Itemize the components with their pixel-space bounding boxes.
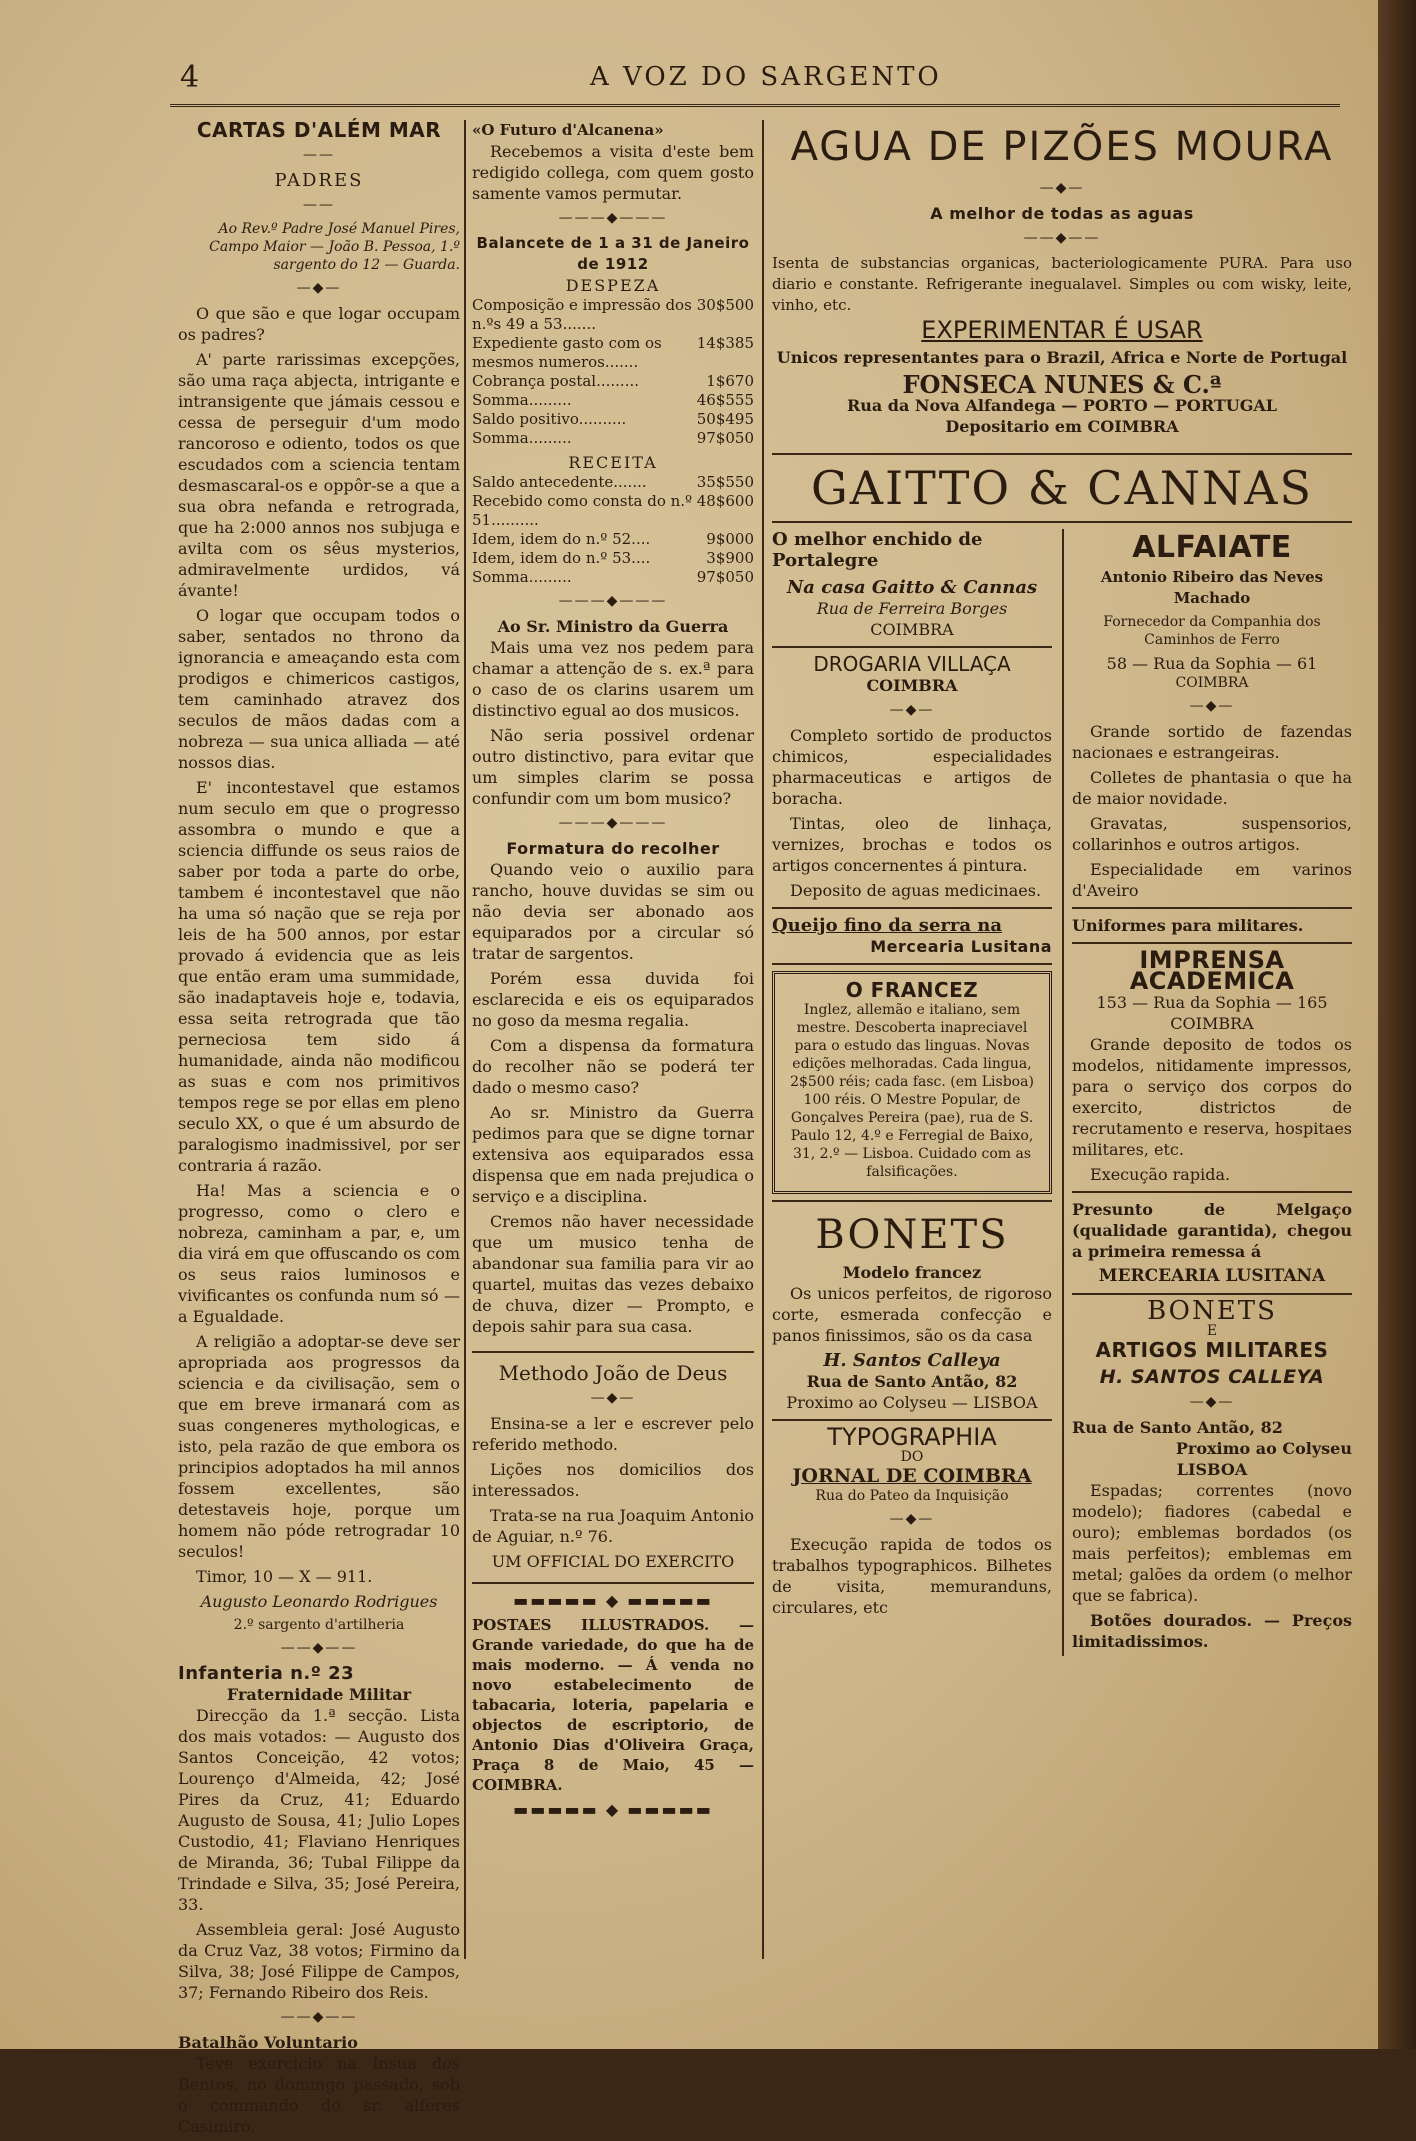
ledger-label: Somma......... bbox=[472, 429, 572, 447]
antao2: Rua de Santo Antão, 82 bbox=[1072, 1418, 1283, 1437]
ledger-value: 50$495 bbox=[696, 410, 754, 428]
ledger-row bbox=[472, 372, 754, 391]
ledger-value: 35$550 bbox=[696, 473, 754, 491]
ledger-label: Cobrança postal......... bbox=[472, 372, 640, 390]
sophia-addr: 58 — Rua da Sophia — 61 bbox=[1106, 654, 1318, 673]
francez-title: O FRANCEZ bbox=[845, 978, 979, 1002]
paragraph: Mais uma vez nos pedem para chamar a attenção de s. ex.ª para o caso de os clarins usarem um distinctivo egual ao dos musicos. bbox=[472, 638, 754, 720]
mercearia-lusitana: MERCEARIA LUSITANA bbox=[1098, 1266, 1326, 1286]
francez-box bbox=[772, 971, 1052, 1194]
ledger-row bbox=[472, 473, 754, 492]
metodo-title: Methodo João de Deus bbox=[498, 1361, 728, 1385]
ledger-label: Somma......... bbox=[472, 391, 572, 409]
paragraph: Porém essa duvida foi esclarecida e eis os equiparados no goso da mesma regalia. bbox=[472, 969, 754, 1030]
ministro-title: Ao Sr. Ministro da Guerra bbox=[497, 617, 729, 636]
paragraph: Não seria possivel ordenar outro distinctivo, para evitar que um simples clarim se possa confundir com um bom musico? bbox=[472, 726, 754, 808]
paragraph: Tintas, oleo de linhaça, vernizes, brochas e todos os artigos concernentes á pintura. bbox=[772, 814, 1052, 875]
paragraph: Deposito de aguas medicinaes. bbox=[790, 881, 1042, 900]
fornecedor: Fornecedor da Companhia dos Caminhos de Ferro bbox=[1103, 614, 1321, 648]
modelo-francez: Modelo francez bbox=[842, 1263, 982, 1282]
imprensa-addr: 153 — Rua da Sophia — 165 bbox=[1096, 993, 1328, 1012]
uniformes: Uniformes para militares. bbox=[1072, 916, 1304, 935]
botoes: Botões dourados. — Preços limitadissimos. bbox=[1072, 1611, 1352, 1651]
presunto: Presunto de Melgaço (qualidade garantida), chegou a primeira remessa á bbox=[1072, 1200, 1352, 1261]
francez-text: Inglez, allemão e italiano, sem mestre. Descoberta inapreciavel para o estudo das linguas. Novas edições melhoradas. Cada lingua, 2$500 réis; cada fasc. (em Lisboa) 100 réis. O Mestre Popular, de Gonçalves Pereira (pae), rua de S. Paulo 12, 4.º e Ferregial de Baixo, 31, 2.º — Lisboa. Cuidado com as falsificações. bbox=[790, 1002, 1034, 1180]
bonets-title: BONETS bbox=[815, 1212, 1009, 1258]
fonseca-name: FONSECA NUNES & C.ª bbox=[902, 370, 1222, 399]
artigos-militares: ARTIGOS MILITARES bbox=[1095, 1338, 1329, 1362]
futuro-title: «O Futuro d'Alcanena» bbox=[472, 121, 664, 139]
paragraph: Ensina-se a ler e escrever pelo referido methodo. bbox=[472, 1414, 754, 1454]
paragraph: Grande deposito de todos os modelos, nitidamente impressos, para o serviço dos corpos do exercito, districtos de recrutamento e reserva, hospitaes militares, etc. bbox=[1072, 1035, 1352, 1159]
postais-advert: POSTAES ILLUSTRADOS. — Grande variedade, do que ha de mais moderno. — Á venda no novo estabelecimento de tabacaria, loteria, papelaria e objectos de escriptorio, de Antonio Dias d'Oliveira Graça, Praça 8 de Maio, 45 — COIMBRA. bbox=[472, 1616, 754, 1794]
ledger-value: 30$500 bbox=[696, 296, 754, 314]
enchido-heading: O melhor enchido de Portalegre bbox=[772, 529, 983, 571]
ledger-value: 3$900 bbox=[706, 549, 754, 567]
ledger-label: Idem, idem do n.º 52.... bbox=[472, 530, 651, 548]
ledger-value: 46$555 bbox=[696, 391, 754, 409]
signature-rank: 2.º sargento d'artilheria bbox=[233, 1617, 405, 1633]
ledger-row bbox=[472, 549, 754, 568]
paragraph: Ha! Mas a sciencia e o progresso, como o clero e nobreza, caminham a par, e, um dia virá em que offuscando os com os seus raios luminosos e vivificantes os confunda num só — a Egualdade. bbox=[178, 1181, 460, 1326]
alfaiate-city: COIMBRA bbox=[1175, 675, 1249, 691]
ledger-value: 48$600 bbox=[696, 492, 754, 510]
ledger-row bbox=[472, 410, 754, 429]
experimentar-heading: EXPERIMENTAR É USAR bbox=[921, 316, 1203, 344]
paragraph: O que são e que logar occupam os padres? bbox=[178, 304, 460, 344]
paragraph: A religião a adoptar-se deve ser apropriada aos progressos da sciencia e da civilisação, sem o que em breve irmanará com as suas congeneres mythologicas, e isto, pela razão de que embora os principios adoptados ha mil annos fossem excellentes, são detestaveis hoje, porque um homem não póde retrogradar 10 seculos! bbox=[178, 1332, 460, 1561]
ledger-label: Composição e impressão dos n.ºs 49 a 53....... bbox=[472, 296, 692, 333]
paragraph: Grande sortido de fazendas nacionaes e estrangeiras. bbox=[1072, 722, 1352, 762]
ledger-label: Saldo positivo.......... bbox=[472, 410, 627, 428]
paragraph: Completo sortido de productos chimicos, especialidades pharmaceuticas e artigos de boracha. bbox=[772, 726, 1052, 808]
ledger-value: 1$670 bbox=[706, 372, 754, 390]
paragraph: A' parte rarissimas excepções, são uma raça abjecta, intrigante e intransigente que jámais cessou e cessa de perseguir d'um modo rancoroso e odiento, todos os que escudados com a sciencia tentam desmascaral-os e oppôr-se a que a sua obra nefanda e retrograda, que ha 2:000 annos nos subjuga e avilta com os sêus mysterios, admiravelmente urdidos, vá ávante! bbox=[178, 350, 460, 600]
receita-heading: RECEITA bbox=[568, 453, 658, 472]
santo-antao: Rua de Santo Antão, 82 bbox=[806, 1372, 1018, 1391]
page-number: 4 bbox=[180, 60, 200, 95]
dateline: Timor, 10 — X — 911. bbox=[196, 1567, 373, 1586]
proximo2: Proximo ao Colyseu bbox=[1175, 1439, 1352, 1458]
column-1: CARTAS D'ALÉM MAR —— PADRES —— Ao Rev.º Padre José Manuel Pires, Campo Maior — João B. Pessoa, 1.º sargento do 12 — Guarda. —◆— O que são e que logar occupam os padres? A' parte rarissimas excepções, são uma raça abjecta, intrigante e intransigente que jámais cessou e cessa de perseguir d'um modo rancoroso e odiento, todos os que escudados com a sciencia tentam desmascaral-os e oppôr-se a que a sua obra nefanda e retrograda, que ha 2:000 annos nos subjuga e avilta com os sêus mysterios, admiravelmente urdidos, vá ávante! O logar que occupam todos o saber, sentados no throno da ignorancia e ameaçando esta com prodigos e chimericos castigos, tem caminhado atravez dos seculos de mãos dadas com a nobreza — sua unica alliada — até nossos dias. E' incontestavel que estamos num seculo em que o progresso assombra o mundo e que a sciencia diffunde os seus raios de saber por toda a parte do orbe, tambem é incontestavel que não ha uma só nação que se reja por leis de ha 500 annos, por estar provado á evidencia que as leis que então eram uma summidade, são inadaptaveis hoje e, todavia, essa seita retrograda que tão perneciosa tem sido á humanidade, ainda não modificou as suas e com nos primitivos tempos rege se por ellas em pleno seculo XX, o que é um absurdo de paralogismo inadmissivel, por ser contraria á razão. Ha! Mas a sciencia e o progresso, como o clero e nobreza, caminham a par, e, um dia virá em que offuscando os com os seus raios luminosos e vivificantes os confunda num só — a Egualdade. A religião a adoptar-se deve ser apropriada aos progressos da sciencia e da civilisação, sem o que em breve irmanará com as suas congeneres mythologicas, e isto, pela razão de que embora os principios adoptados ha mil annos fossem excellentes, são detestaveis hoje, porque um homem não póde retrogradar 10 seculos! Timor, 10 — X — 911. Augusto Leonardo Rodrigues 2.º sargento d'artilheria ——◆—— Infanteria n.º 23 Fraternidade Militar Direcção da 1.ª secção. Lista dos mais votados: — Augusto dos Santos Conceição, 42 votos; Lourenço d'Almeida, 42; José Pires da Cruz, 41; Eduardo Augusto de Sousa, 41; Julio Lopes Custodio, 41; Flaviano Henriques de Miranda, 36; Tubal Filippe da Trindade e Silva, 35; José Pereira, 33. Assembleia geral: José Augusto da Cruz Vaz, 38 votos; Firmino da Silva, 38; José Filippe de Campos, 37; Fernando Ribeiro dos Reis. ——◆—— Batalhão Voluntario Teve exercicio na Insua dos Bentos, no domingo passado, sob o commando do sr. alferes Casimiro. bbox=[178, 118, 460, 2136]
ledger-value: 97$050 bbox=[696, 568, 754, 586]
alfaiate-title: ALFAIATE bbox=[1132, 530, 1292, 565]
batalhao-title: Batalhão Voluntario bbox=[178, 2033, 358, 2052]
ledger-label: Recebido como consta do n.º 51.......... bbox=[472, 492, 693, 529]
ledger-value: 14$385 bbox=[696, 334, 754, 352]
imprensa-city: COIMBRA bbox=[1170, 1014, 1254, 1033]
gaitto-title: GAITTO & CANNAS bbox=[811, 461, 1313, 515]
ledger-value: 97$050 bbox=[696, 429, 754, 447]
ledger-row bbox=[472, 334, 754, 372]
formatura-title: Formatura do recolher bbox=[506, 839, 720, 858]
metodo-signature: UM OFFICIAL DO EXERCITO bbox=[491, 1552, 735, 1571]
ledger-label: Expediente gasto com os mesmos numeros....... bbox=[472, 334, 662, 371]
despeza-table bbox=[472, 296, 754, 448]
masthead-title: A VOZ DO SARGENTO bbox=[590, 62, 942, 92]
ferreira-addr: Rua de Ferreira Borges bbox=[816, 599, 1008, 618]
paragraph: Execução rapida. bbox=[1090, 1165, 1231, 1184]
binding-edge bbox=[1378, 0, 1416, 2049]
paragraph: Trata-se na rua Joaquim Antonio de Aguiar, n.º 76. bbox=[472, 1506, 754, 1546]
fonseca-address: Rua da Nova Alfandega — PORTO — PORTUGAL bbox=[846, 396, 1278, 415]
ledger-row bbox=[472, 568, 754, 587]
paragraph: Gravatas, suspensorios, collarinhos e outros artigos. bbox=[1072, 814, 1352, 854]
ledger-row bbox=[472, 429, 754, 448]
e-label: E bbox=[1206, 1323, 1218, 1339]
column-divider bbox=[464, 120, 466, 1959]
ledger-value: 9$000 bbox=[706, 530, 754, 548]
paragraph: Ao sr. Ministro da Guerra pedimos para que se digne tornar extensiva aos equiparados essa dispensa que em nada prejudica o serviço e a disciplina. bbox=[472, 1103, 754, 1206]
paragraph: Lições nos domicilios dos interessados. bbox=[472, 1460, 754, 1500]
paragraph: Execução rapida de todos os trabalhos typographicos. Bilhetes de visita, memuranduns, circulares, etc bbox=[772, 1535, 1052, 1617]
mercearia-label: Mercearia Lusitana bbox=[870, 937, 1052, 956]
drogaria-title: DROGARIA VILLAÇA bbox=[813, 652, 1011, 676]
paragraph: Quando veio o auxilio para rancho, houve duvidas se sim ou não devia ser abonado aos equiparados por a circular só tratar de sargentos. bbox=[472, 860, 754, 963]
queijo-heading: Queijo fino da serra na bbox=[772, 915, 1003, 936]
paragraph: Assembleia geral: José Augusto da Cruz Vaz, 38 votos; Firmino da Silva, 38; José Filippe de Campos, 37; Fernando Ribeiro dos Reis. bbox=[178, 1920, 460, 2002]
ledger-row bbox=[472, 492, 754, 530]
paragraph: Direcção da 1.ª secção. Lista dos mais votados: — Augusto dos Santos Conceição, 42 votos; Lourenço d'Almeida, 42; José Pires da Cruz, 41; Eduardo Augusto de Sousa, 41; Julio Lopes Custodio, 41; Flaviano Henriques de Miranda, 36; Tubal Filippe da Trindade e Silva, 35; José Pereira, 33. bbox=[178, 1706, 460, 1914]
receita-table bbox=[472, 473, 754, 587]
ledger-row bbox=[472, 296, 754, 334]
drogaria-city: COIMBRA bbox=[866, 676, 958, 695]
jornal-title: JORNAL DE COIMBRA bbox=[792, 1465, 1032, 1487]
pateo-addr: Rua do Pateo da Inquisição bbox=[815, 1488, 1009, 1504]
ledger-label: Somma......... bbox=[472, 568, 572, 586]
lisboa-label: LISBOA bbox=[1176, 1460, 1248, 1479]
dedication: Ao Rev.º Padre José Manuel Pires, Campo Maior — João B. Pessoa, 1.º sargento do 12 — Guarda. bbox=[209, 221, 460, 273]
agua-text: Isenta de substancias organicas, bacteriologicamente PURA. Para uso diario e constante. Refrigerante inegualavel. Simples ou com wisky, leite, vinho, etc. bbox=[772, 254, 1352, 314]
paragraph: Especialidade em varinos d'Aveiro bbox=[1072, 860, 1352, 900]
cartas-title: CARTAS D'ALÉM MAR bbox=[196, 118, 442, 142]
paragraph: Os unicos perfeitos, de rigoroso corte, esmerada confecção e panos finissimos, são os da casa bbox=[772, 1284, 1052, 1345]
agua-subtitle: A melhor de todas as aguas bbox=[930, 204, 1194, 223]
representantes: Unicos representantes para o Brazil, Africa e Norte de Portugal bbox=[776, 348, 1348, 367]
despeza-heading: DESPEZA bbox=[565, 276, 661, 295]
column-3: AGUA DE PIZÕES MOURA —◆— A melhor de todas as aguas ——◆—— Isenta de substancias organicas, bacteriologicamente PURA. Para uso diario e constante. Refrigerante inegualavel. Simples ou com wisky, leite, vinho, etc. EXPERIMENTAR É USAR Unicos representantes para o Brazil, Africa e Norte de Portugal FONSECA NUNES & C.ª Rua da Nova Alfandega — PORTO — PORTUGAL Depositario em COIMBRA GAITTO & CANNAS O melhor enchido de Portalegre Na casa Gaitto & Cannas Rua de Ferreira Borges COIMBRA DROGARIA VILLAÇA COIMBRA —◆— Completo sortido de productos chimicos, especialidades pharmaceuticas e artigos de boracha. Tintas, oleo de linhaça, vernizes, brochas e todos os artigos concernentes á pintura. Deposito de aguas medicinaes. Queijo fino da serra na Mercearia Lusitana O FRANCEZ Inglez, allemão e italiano, sem mestre. Descoberta inapreciavel para o estudo das linguas. Novas edições melhoradas. Cada lingua, 2$500 réis; cada fasc. (em Lisboa) 100 réis. O Mestre Popular, de Gonçalves Pereira (pae), rua de S. Paulo 12, 4.º e Ferregial de Baixo, 31, 2.º — Lisboa. Cuidado com as falsificações. BONETS Modelo francez Os unicos perfeitos, de rigoroso corte, esmerada confecção e panos finissimos, são os da casa H. Santos Calleya Rua de Santo Antão, 82 Proximo ao Colyseu — LISBOA TYPOGRAPHIA DO JORNAL DE COIMBRA Rua do Pateo da Inquisição —◆— Execução rapida de todos os trabalhos typographicos. Bilhetes de visita, memuranduns, circulares, etc ALFAIATE Antonio Ribeiro das Neves Machado Fornecedor da Companhia dos Caminhos de Ferro 58 — Rua da Sophia — 61 COIMBRA —◆— Grande sortido de fazendas nacionaes e estrangeiras. Colletes de phantasia o que ha de maior novidade. Gravatas, suspensorios, collarinhos e outros artigos. Especialidade em varinos d'Aveiro Uniformes para militares. IMPRENSA ACADEMICA 153 — Rua da Sophia — 165 COIMBRA Grande deposito de todos os modelos, nitidamente impressos, para o serviço dos corpos do exercito, districtos de recrutamento e reserva, hospitaes militares, etc. Execução rapida. Presunto de Melgaço (qualidade garantida), chegou a primeira remessa á MERCEARIA LUSITANA BONETS E ARTIGOS MILITARES H. SANTOS CALLEYA —◆— Rua de Santo Antão, 82 Proximo ao Colyseu LISBOA Espadas; correntes (novo modelo); fiadores (cabedal e ouro); emblemas bordados (os mais perfeitos); emblemas em metal; galões da ordem (o melhor que se fabrica). Botões dourados. — Preços limitadissimos. bbox=[772, 120, 1352, 1656]
paragraph: O logar que occupam todos o saber, sentados no throno da ignorancia e ameaçando esta com prodigos e chimericos castigos, tem caminhado atravez dos seculos de mãos dadas com a nobreza — sua unica alliada — até nossos dias. bbox=[178, 606, 460, 772]
na-casa: Na casa Gaitto & Cannas bbox=[786, 577, 1038, 598]
column-2: «O Futuro d'Alcanena» Recebemos a visita d'este bem redigido collega, com quem gosto samente vamos permutar. ———◆——— Balancete de 1 a 31 de Janeiro de 1912 DESPEZA Composição e impressão dos n.ºs 49 a 53....... 30$500 Expediente gasto com os mesmos numeros....... 14$385 Cobrança postal......... 1$670 Somma......... 46$555 Saldo positivo.......... 50$495 Somma......... 97$050 RECEITA Saldo antecedente....... 35$550 Recebido como consta do n.º 51.......... 48$600 Idem, idem do n.º 52.... 9$000 Idem, idem do n.º 53.... 3$900 Somma......... 97$050 ———◆——— Ao Sr. Ministro da Guerra Mais uma vez nos pedem para chamar a attenção de s. ex.ª para o caso de os clarins usarem um distinctivo egual ao dos musicos. Não seria possivel ordenar outro distinctivo, para evitar que um simples clarim se possa confundir com um bom musico? ———◆——— Formatura do recolher Quando veio o auxilio para rancho, houve duvidas se sim ou não devia ser abonado aos equiparados por a circular só tratar de sargentos. Porém essa duvida foi esclarecida e eis os equiparados no goso da mesma regalia. Com a dispensa da formatura do recolher não se poderá ter dado o mesmo caso? Ao sr. Ministro da Guerra pedimos para que se digne tornar extensiva aos equiparados essa dispensa que em nada prejudica o serviço e a disciplina. Cremos não haver necessidade que um musico tenha de abandonar sua familia para vir ao quartel, muitas das vezes debaixo de chuva, dizer — Prompto, e depois sahir para sua casa. Methodo João de Deus —◆— Ensina-se a ler e escrever pelo referido methodo. Lições nos domicilios dos interessados. Trata-se na rua Joaquim Antonio de Aguiar, n.º 76. UM OFFICIAL DO EXERCITO ▬▬▬▬▬ ◆ ▬▬▬▬▬ POSTAES ILLUSTRADOS. — Grande variedade, do que ha de mais moderno. — Á venda no novo estabelecimento de tabacaria, loteria, papelaria e objectos de escriptorio, de Antonio Dias d'Oliveira Graça, Praça 8 de Maio, 45 — COIMBRA. ▬▬▬▬▬ ◆ ▬▬▬▬▬ bbox=[472, 121, 754, 1819]
signature: Augusto Leonardo Rodrigues bbox=[200, 1592, 438, 1611]
agua-title: AGUA DE PIZÕES MOURA bbox=[790, 124, 1334, 170]
imprensa-title: IMPRENSA ACADEMICA bbox=[1129, 946, 1295, 995]
calleya-name: H. Santos Calleya bbox=[823, 1350, 1001, 1371]
paragraph: Colletes de phantasia o que ha de maior novidade. bbox=[1072, 768, 1352, 808]
ledger-row bbox=[472, 391, 754, 410]
cartas-subtitle: PADRES bbox=[274, 170, 364, 191]
bonets2-title: BONETS bbox=[1147, 1296, 1277, 1326]
header-rule bbox=[170, 104, 1340, 107]
do-label: DO bbox=[900, 1449, 924, 1465]
coimbra-label: COIMBRA bbox=[870, 620, 954, 639]
paragraph: Recebemos a visita d'este bem redigido collega, com quem gosto samente vamos permutar. bbox=[472, 142, 754, 203]
infanteria-title: Infanteria n.º 23 bbox=[178, 1663, 355, 1684]
balancete-title: Balancete de 1 a 31 de Janeiro de 1912 bbox=[476, 234, 750, 273]
typographia-title: TYPOGRAPHIA bbox=[827, 1423, 997, 1451]
paragraph: Teve exercicio na Insua dos Bentos, no domingo passado, sob o commando do sr. alferes Casimiro. bbox=[178, 2054, 460, 2136]
column-divider bbox=[762, 120, 764, 1959]
ledger-label: Idem, idem do n.º 53.... bbox=[472, 549, 651, 567]
calleya2-name: H. SANTOS CALLEYA bbox=[1099, 1366, 1325, 1388]
ledger-row bbox=[472, 530, 754, 549]
paragraph: Espadas; correntes (novo modelo); fiadores (cabedal e ouro); emblemas bordados (os mais perfeitos); emblemas em metal; galões da ordem (o melhor que se fabrica). bbox=[1072, 1481, 1352, 1605]
paragraph: E' incontestavel que estamos num seculo em que o progresso assombra o mundo e que a sciencia diffunde os seus raios de saber por toda a parte do orbe, tambem é incontestavel que não ha uma só nação que se reja por leis de ha 500 annos, por estar provado á evidencia que as leis que então eram uma summidade, são inadaptaveis hoje e, todavia, essa seita retrograda que tão perneciosa tem sido á humanidade, ainda não modificou as suas e com nos primitivos tempos rege se por ellas em pleno seculo XX, o que é um absurdo de paralogismo inadmissivel, por ser contraria á razão. bbox=[178, 778, 460, 1175]
paragraph: Com a dispensa da formatura do recolher não se poderá ter dado o mesmo caso? bbox=[472, 1036, 754, 1097]
proximo-colyseu: Proximo ao Colyseu — LISBOA bbox=[786, 1393, 1038, 1412]
infanteria-subtitle: Fraternidade Militar bbox=[226, 1685, 412, 1704]
paragraph: Cremos não haver necessidade que um musico tenha de abandonar sua familia para vir ao quartel, muitas das vezes debaixo de chuva, dizer — Prompto, e depois sahir para sua casa. bbox=[472, 1212, 754, 1336]
depositario: Depositario em COIMBRA bbox=[945, 417, 1179, 436]
alfaiate-name: Antonio Ribeiro das Neves Machado bbox=[1100, 568, 1324, 607]
ledger-label: Saldo antecedente....... bbox=[472, 473, 647, 491]
